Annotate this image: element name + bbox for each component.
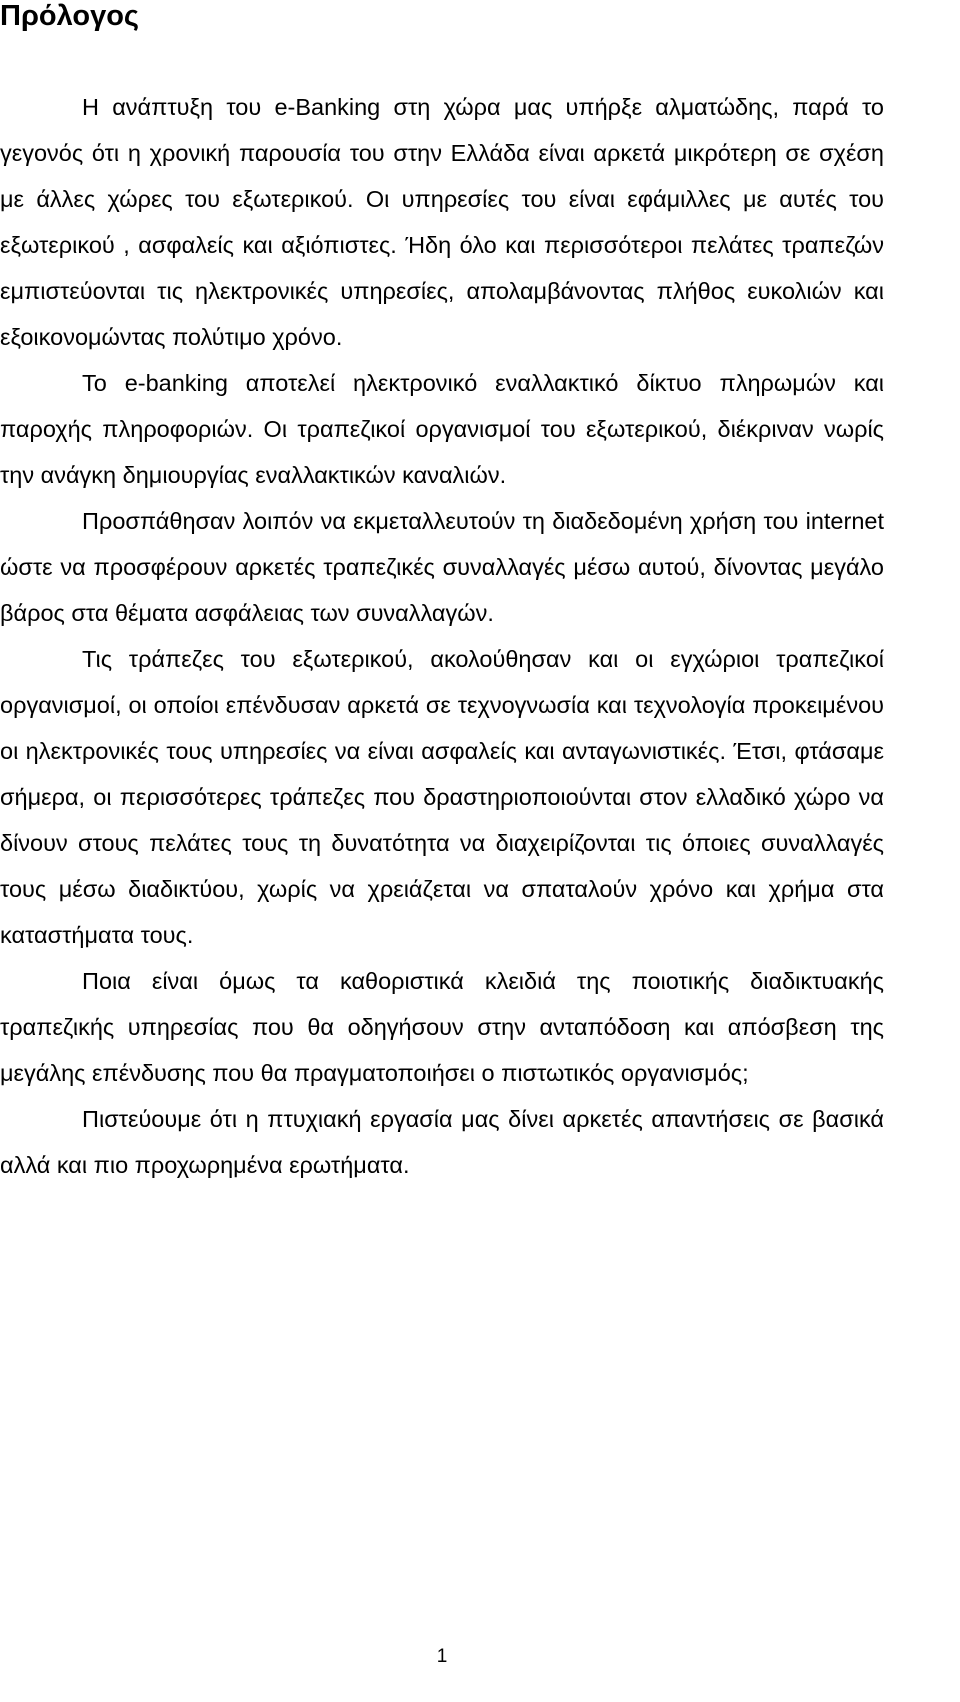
paragraph-2: Το e-banking αποτελεί ηλεκτρονικό εναλλακτικό δίκτυο πληρωμών και παροχής πληροφοριών. Οι τραπεζικοί οργανισμοί του εξωτερικού, διέκριναν νωρίς την ανάγκη δημιουργίας εναλλακτικών καναλιών. [0,370,884,488]
paragraph-1: Η ανάπτυξη του e-Banking στη χώρα μας υπήρξε αλματώδης, παρά το γεγονός ότι η χρονική παρουσία του στην Ελλάδα είναι αρκετά μικρότερη σε σχέση με άλλες χώρες του εξωτερικού. Οι υπηρεσίες του είναι εφάμιλλες με αυτές του εξωτερικού , ασφαλείς και αξιόπιστες. Ήδη όλο και περισσότεροι πελάτες τραπεζών εμπιστεύονται τις ηλεκτρονικές υπηρεσίες, απολαμβάνοντας πλήθος ευκολιών και εξοικονομώντας πολύτιμο χρόνο. [0,94,884,350]
page-number: 1 [436,1646,448,1667]
paragraph-6: Πιστεύουμε ότι η πτυχιακή εργασία μας δίνει αρκετές απαντήσεις σε βασικά αλλά και πιο προχωρημένα ερωτήματα. [0,1106,884,1178]
paragraph-3: Προσπάθησαν λοιπόν να εκμεταλλευτούν τη διαδεδομένη χρήση του internet ώστε να προσφέρουν αρκετές τραπεζικές συναλλαγές μέσω αυτού, δίνοντας μεγάλο βάρος στα θέματα ασφάλειας των συναλλαγών. [0,508,884,626]
page-heading: Πρόλογος [0,0,140,32]
document-body [0,84,884,1188]
paragraph-5: Ποια είναι όμως τα καθοριστικά κλειδιά της ποιοτικής διαδικτυακής τραπεζικής υπηρεσίας που θα οδηγήσουν στην ανταπόδοση και απόσβεση της μεγάλης επένδυσης που θα πραγματοποιήσει ο πιστωτικός οργανισμός; [0,968,884,1086]
paragraph-4: Τις τράπεζες του εξωτερικού, ακολούθησαν και οι εγχώριοι τραπεζικοί οργανισμοί, οι οποίοι επένδυσαν αρκετά σε τεχνογνωσία και τεχνολογία προκειμένου οι ηλεκτρονικές τους υπηρεσίες να είναι ασφαλείς και ανταγωνιστικές. Έτσι, φτάσαμε σήμερα, οι περισσότερες τράπεζες που δραστηριοποιούνται στον ελλαδικό χώρο να δίνουν στους πελάτες τους τη δυνατότητα να διαχειρίζονται τις όποιες συναλλαγές τους μέσω διαδικτύου, χωρίς να χρειάζεται να σπαταλούν χρόνο και χρήμα στα καταστήματα τους. [0,646,884,948]
